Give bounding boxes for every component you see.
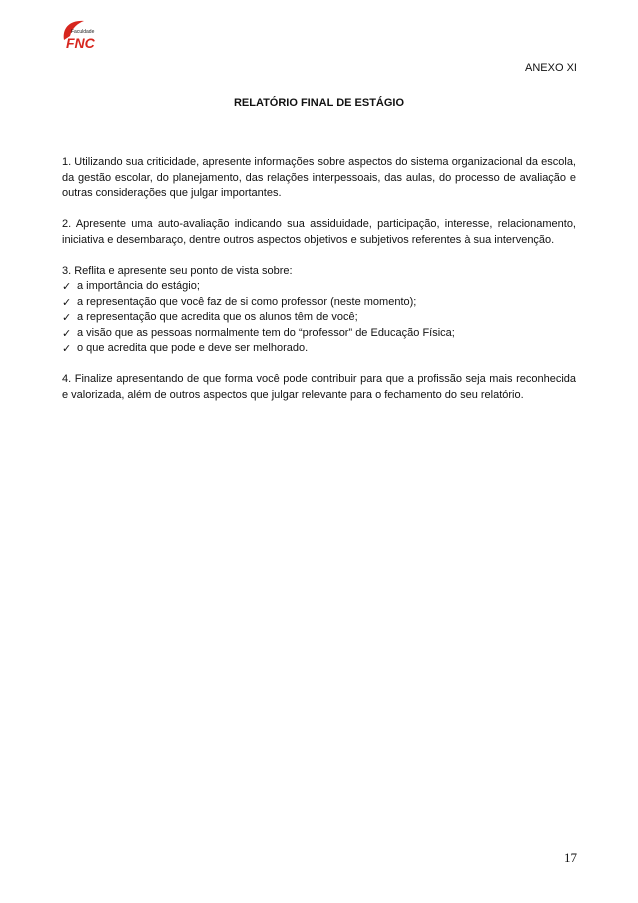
question-3-intro: 3. Reflita e apresente seu ponto de vista sobre: bbox=[62, 264, 293, 277]
list-item-text: o que acredita que pode e deve ser melhorado. bbox=[77, 342, 309, 354]
document-body bbox=[62, 155, 576, 419]
checkmark-icon: ✓ bbox=[62, 311, 72, 324]
logo-small-text: Faculdade bbox=[71, 29, 95, 35]
logo-big-text: FNC bbox=[66, 35, 95, 51]
list-item-text: a representação que acredita que os alunos têm de você; bbox=[77, 311, 358, 323]
list-item bbox=[62, 326, 576, 342]
faculty-logo bbox=[56, 18, 102, 54]
list-item bbox=[62, 295, 576, 311]
list-item bbox=[62, 341, 576, 357]
question-2: 2. Apresente uma auto-avaliação indicando sua assiduidade, participação, interesse, relacionamento, iniciativa e desembaraço, dentre outros aspectos objetivos e subjetivos referentes à sua intervenção. bbox=[62, 218, 576, 246]
list-item-text: a visão que as pessoas normalmente tem do “professor” de Educação Física; bbox=[77, 326, 455, 339]
list-item bbox=[62, 310, 576, 326]
list-item-text: a representação que você faz de si como professor (neste momento); bbox=[77, 295, 417, 308]
list-item-text: a importância do estágio; bbox=[77, 280, 200, 292]
list-item bbox=[62, 279, 576, 295]
question-1: 1. Utilizando sua criticidade, apresente informações sobre aspectos do sistema organizacional da escola, da gestão escolar, do planejamento, das relações interpessoais, das aulas, do processo de avaliação e outras considerações que julgar importantes. bbox=[62, 156, 576, 199]
question-3-list bbox=[62, 279, 576, 357]
checkmark-icon: ✓ bbox=[62, 295, 72, 309]
page-title: RELATÓRIO FINAL DE ESTÁGIO bbox=[233, 97, 405, 109]
question-4: 4. Finalize apresentando de que forma você pode contribuir para que a profissão seja mais reconhecida e valorizada, além de outros aspectos que julgar relevante para o fechamento do seu relatório. bbox=[62, 373, 576, 401]
annex-label: ANEXO XI bbox=[525, 62, 577, 74]
page-number: 17 bbox=[564, 850, 577, 865]
checkmark-icon: ✓ bbox=[62, 280, 72, 293]
checkmark-icon: ✓ bbox=[62, 326, 72, 340]
checkmark-icon: ✓ bbox=[62, 342, 72, 355]
